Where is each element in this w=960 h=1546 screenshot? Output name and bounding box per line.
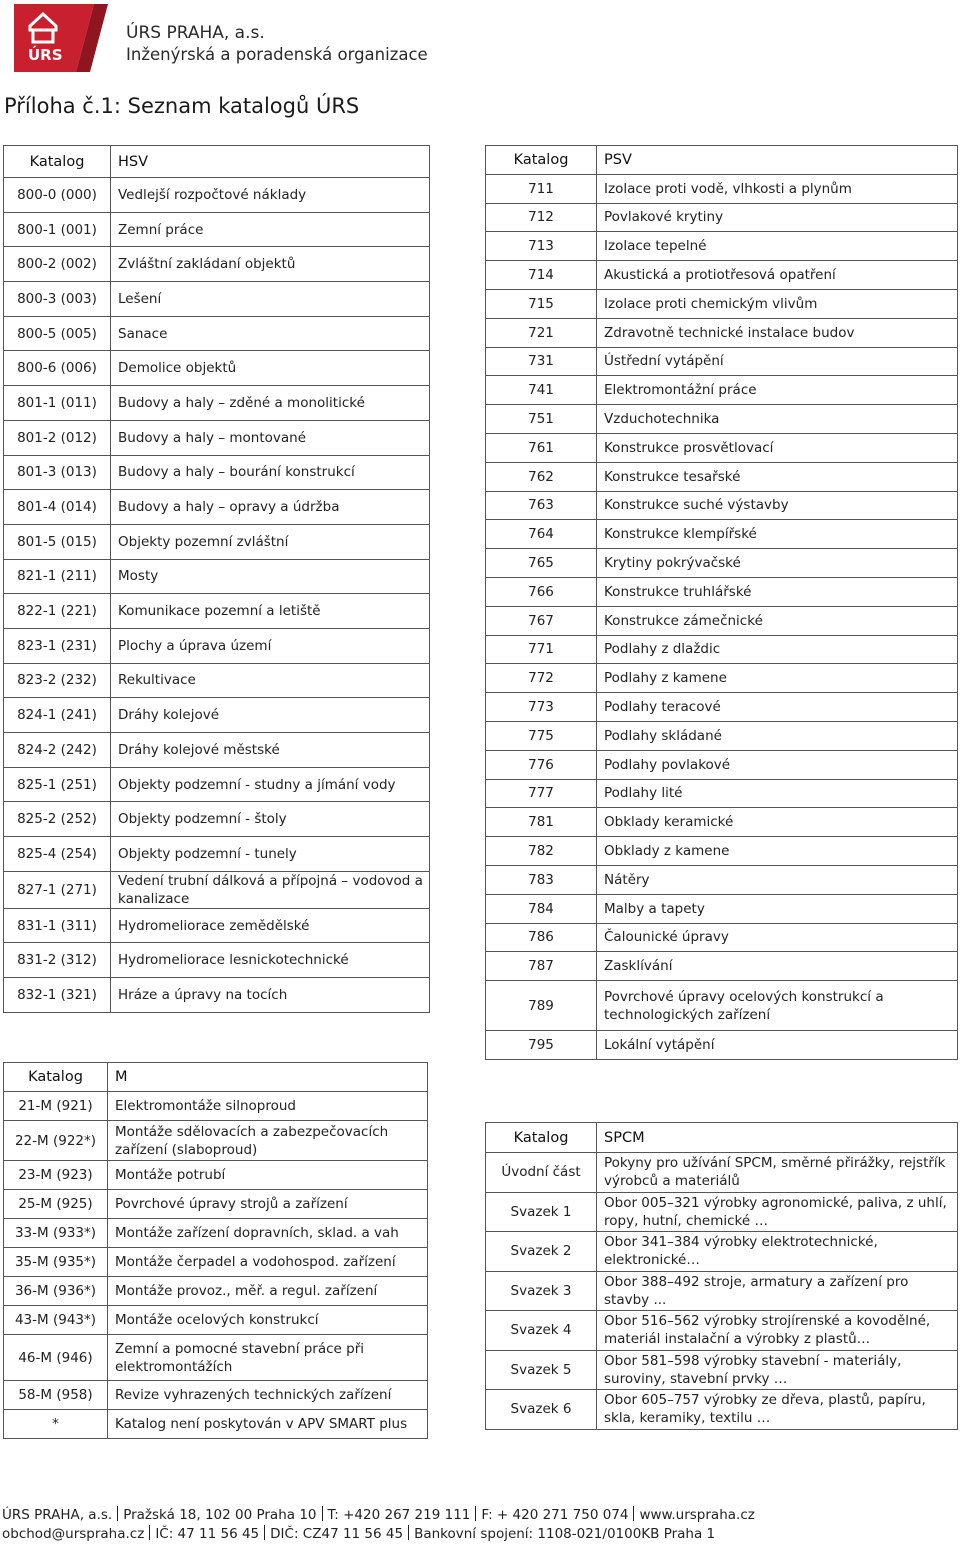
table-row — [486, 894, 958, 923]
catalog-name: Podlahy povlakové — [597, 750, 958, 779]
catalog-code: 761 — [486, 433, 597, 462]
catalog-code: 711 — [486, 174, 597, 203]
catalog-code: 786 — [486, 923, 597, 952]
catalog-name: Obor 581–598 výrobky stavební - materiály, suroviny, stavební prvky … — [597, 1350, 958, 1390]
table-row — [4, 386, 430, 421]
catalog-name: Zemní a pomocné stavební práce při elektromontážích — [108, 1335, 428, 1381]
table-row — [486, 1390, 958, 1430]
catalog-code: 721 — [486, 318, 597, 347]
footer-separator — [633, 1506, 634, 1521]
catalog-name: Konstrukce suché výstavby — [597, 491, 958, 520]
catalog-name: Obklady keramické — [597, 808, 958, 837]
catalog-code: Svazek 1 — [486, 1192, 597, 1232]
catalog-code: 43-M (943*) — [4, 1306, 108, 1335]
catalog-code: 795 — [486, 1031, 597, 1060]
table-row — [486, 1311, 958, 1351]
footer-item: DIČ: CZ47 11 56 45 — [270, 1526, 404, 1542]
table-row — [4, 1410, 428, 1439]
catalog-name: Dráhy kolejové městské — [111, 733, 430, 768]
catalog-code: 21-M (921) — [4, 1092, 108, 1121]
table-row — [486, 1350, 958, 1390]
catalog-name: Zemní práce — [111, 212, 430, 247]
table-row — [4, 1306, 428, 1335]
catalog-name: Konstrukce zámečnické — [597, 606, 958, 635]
table-row — [4, 767, 430, 802]
table-row — [4, 1248, 428, 1277]
psv-table — [485, 145, 958, 1060]
logo-text: ÚRS — [28, 46, 63, 64]
catalog-name: Obor 005–321 výrobky agronomické, paliva, z uhlí, ropy, hutní, chemické … — [597, 1192, 958, 1232]
catalog-name: Budovy a haly – zděné a monolitické — [111, 386, 430, 421]
catalog-name: Elektromontáže silnoproud — [108, 1092, 428, 1121]
catalog-name: Zvláštní zakládaní objektů — [111, 247, 430, 282]
catalog-code: 789 — [486, 981, 597, 1031]
table-row — [486, 981, 958, 1031]
footer-item: Bankovní spojení: 1108-021/0100KB Praha 1 — [414, 1526, 716, 1542]
catalog-code: 25-M (925) — [4, 1190, 108, 1219]
catalog-name: Obklady z kamene — [597, 837, 958, 866]
table-row — [486, 664, 958, 693]
catalog-code: 781 — [486, 808, 597, 837]
catalog-code: Svazek 2 — [486, 1232, 597, 1272]
catalog-code: 783 — [486, 865, 597, 894]
table-row — [4, 524, 430, 559]
catalog-code: 713 — [486, 232, 597, 261]
table-row — [4, 559, 430, 594]
column-header-name: PSV — [597, 146, 958, 175]
catalog-code: 764 — [486, 520, 597, 549]
table-row — [486, 1031, 958, 1060]
table-row — [486, 261, 958, 290]
catalog-name: Montáže zařízení dopravních, sklad. a vah — [108, 1219, 428, 1248]
table-row — [486, 232, 958, 261]
footer-separator — [322, 1506, 323, 1521]
footer-separator — [149, 1525, 150, 1540]
catalog-name: Povrchové úpravy strojů a zařízení — [108, 1190, 428, 1219]
column-header-catalog: Katalog — [486, 1123, 597, 1153]
table-row — [4, 1335, 428, 1381]
catalog-name: Krytiny pokrývačské — [597, 549, 958, 578]
catalog-name: Obor 605–757 výrobky ze dřeva, plastů, papíru, skla, keramiky, textilu … — [597, 1390, 958, 1430]
catalog-code: 741 — [486, 376, 597, 405]
table-row — [486, 203, 958, 232]
catalog-code: 831-1 (311) — [4, 908, 111, 943]
column-header-name: M — [108, 1063, 428, 1092]
table-row — [486, 462, 958, 491]
catalog-code: 714 — [486, 261, 597, 290]
footer-separator — [117, 1506, 118, 1521]
page-header — [0, 0, 960, 80]
catalog-code: 832-1 (321) — [4, 978, 111, 1013]
table-row — [486, 1153, 958, 1193]
table-row — [4, 733, 430, 768]
spcm-table — [485, 1122, 958, 1430]
company-subtitle: Inženýrská a poradenská organizace — [126, 45, 428, 64]
table-row — [486, 750, 958, 779]
catalog-name: Objekty podzemní - štoly — [111, 802, 430, 837]
spcm-header-row — [486, 1123, 958, 1153]
catalog-code: 773 — [486, 693, 597, 722]
catalog-code: 801-2 (012) — [4, 420, 111, 455]
table-row — [4, 1381, 428, 1410]
catalog-code: 801-1 (011) — [4, 386, 111, 421]
table-row — [4, 698, 430, 733]
catalog-name: Sanace — [111, 316, 430, 351]
catalog-code: 824-2 (242) — [4, 733, 111, 768]
catalog-code: Svazek 5 — [486, 1350, 597, 1390]
company-block — [126, 22, 428, 66]
catalog-code: 763 — [486, 491, 597, 520]
catalog-code: Svazek 6 — [486, 1390, 597, 1430]
table-row — [4, 351, 430, 386]
catalog-code: 823-1 (231) — [4, 628, 111, 663]
catalog-name: Montáže ocelových konstrukcí — [108, 1306, 428, 1335]
catalog-name: Plochy a úprava území — [111, 628, 430, 663]
catalog-name: Objekty podzemní - tunely — [111, 837, 430, 872]
table-row — [4, 1277, 428, 1306]
table-row — [4, 178, 430, 213]
catalog-code: 800-5 (005) — [4, 316, 111, 351]
catalog-code: 777 — [486, 779, 597, 808]
catalog-code: 801-4 (014) — [4, 490, 111, 525]
catalog-name: Mosty — [111, 559, 430, 594]
catalog-name: Podlahy lité — [597, 779, 958, 808]
catalog-code: 801-3 (013) — [4, 455, 111, 490]
catalog-name: Obor 341–384 výrobky elektrotechnické, elektronické… — [597, 1232, 958, 1272]
table-row — [486, 347, 958, 376]
catalog-code: 800-2 (002) — [4, 247, 111, 282]
catalog-code: 800-0 (000) — [4, 178, 111, 213]
catalog-name: Izolace proti vodě, vlhkosti a plynům — [597, 174, 958, 203]
catalog-code: 823-2 (232) — [4, 663, 111, 698]
catalog-code: 23-M (923) — [4, 1161, 108, 1190]
catalog-name: Pokyny pro užívání SPCM, směrné přirážky, rejstřík výrobců a materiálů — [597, 1153, 958, 1193]
catalog-code: 776 — [486, 750, 597, 779]
catalog-name: Vedení trubní dálková a přípojná – vodovod a kanalizace — [111, 871, 430, 908]
catalog-name: Dráhy kolejové — [111, 698, 430, 733]
table-row — [486, 289, 958, 318]
table-row — [4, 628, 430, 663]
table-row — [486, 577, 958, 606]
footer-item: F: + 420 271 750 074 — [481, 1507, 629, 1523]
catalog-name: Montáže sdělovacích a zabezpečovacích zařízení (slaboproud) — [108, 1121, 428, 1161]
table-row — [486, 1192, 958, 1232]
catalog-name: Zdravotně technické instalace budov — [597, 318, 958, 347]
table-row — [4, 837, 430, 872]
catalog-name: Vedlejší rozpočtové náklady — [111, 178, 430, 213]
catalog-name: Lokální vytápění — [597, 1031, 958, 1060]
footer-item: ÚRS PRAHA, a.s. — [2, 1507, 113, 1523]
catalog-code: 775 — [486, 721, 597, 750]
catalog-code: 821-1 (211) — [4, 559, 111, 594]
column-header-catalog: Katalog — [486, 146, 597, 175]
catalog-code: 58-M (958) — [4, 1381, 108, 1410]
catalog-name: Podlahy z dlaždic — [597, 635, 958, 664]
catalog-code: 782 — [486, 837, 597, 866]
catalog-name: Elektromontážní práce — [597, 376, 958, 405]
table-row — [4, 247, 430, 282]
catalog-code: 35-M (935*) — [4, 1248, 108, 1277]
catalog-name: Hydromeliorace zemědělské — [111, 908, 430, 943]
footer-line-2 — [2, 1525, 960, 1544]
table-row — [486, 952, 958, 981]
catalog-name: Rekultivace — [111, 663, 430, 698]
table-row — [4, 1121, 428, 1161]
catalog-code: 765 — [486, 549, 597, 578]
table-row — [4, 978, 430, 1013]
table-row — [4, 282, 430, 317]
catalog-code: 731 — [486, 347, 597, 376]
catalog-code: 787 — [486, 952, 597, 981]
catalog-name: Obor 516–562 výrobky strojírenské a kovodělné, materiál instalační a výrobky z plastů… — [597, 1311, 958, 1351]
catalog-code: 771 — [486, 635, 597, 664]
catalog-code: 801-5 (015) — [4, 524, 111, 559]
catalog-code: 33-M (933*) — [4, 1219, 108, 1248]
table-row — [486, 923, 958, 952]
catalog-name: Budovy a haly – bourání konstrukcí — [111, 455, 430, 490]
catalog-code: 36-M (936*) — [4, 1277, 108, 1306]
hsv-table — [3, 145, 430, 1013]
table-row — [486, 433, 958, 462]
table-row — [4, 212, 430, 247]
catalog-code: 822-1 (221) — [4, 594, 111, 629]
table-row — [4, 594, 430, 629]
psv-header-row — [486, 146, 958, 175]
catalog-code: 46-M (946) — [4, 1335, 108, 1381]
table-row — [486, 318, 958, 347]
catalog-code: Svazek 4 — [486, 1311, 597, 1351]
urs-logo-icon — [14, 4, 108, 72]
catalog-code: 762 — [486, 462, 597, 491]
catalog-name: Budovy a haly – opravy a údržba — [111, 490, 430, 525]
footer-item: Pražská 18, 102 00 Praha 10 — [123, 1507, 317, 1523]
catalog-name: Malby a tapety — [597, 894, 958, 923]
catalog-name: Montáže čerpadel a vodohospod. zařízení — [108, 1248, 428, 1277]
catalog-name: Izolace tepelné — [597, 232, 958, 261]
catalog-code: 22-M (922*) — [4, 1121, 108, 1161]
table-row — [486, 376, 958, 405]
catalog-code: 800-1 (001) — [4, 212, 111, 247]
catalog-code: 831-2 (312) — [4, 943, 111, 978]
footer-line-1 — [2, 1506, 960, 1525]
table-row — [486, 491, 958, 520]
page-footer — [0, 1506, 960, 1544]
table-row — [4, 1161, 428, 1190]
catalog-name: Komunikace pozemní a letiště — [111, 594, 430, 629]
hsv-header-row — [4, 146, 430, 178]
catalog-name: Konstrukce tesařské — [597, 462, 958, 491]
footer-separator — [475, 1506, 476, 1521]
catalog-name: Katalog není poskytován v APV SMART plus — [108, 1410, 428, 1439]
table-row — [4, 1219, 428, 1248]
table-row — [4, 871, 430, 908]
catalog-code: 715 — [486, 289, 597, 318]
catalog-code: 827-1 (271) — [4, 871, 111, 908]
catalog-name: Povlakové krytiny — [597, 203, 958, 232]
catalog-name: Konstrukce truhlářské — [597, 577, 958, 606]
catalog-name: Objekty podzemní - studny a jímání vody — [111, 767, 430, 802]
catalog-name: Hydromeliorace lesnickotechnické — [111, 943, 430, 978]
catalog-code: 825-2 (252) — [4, 802, 111, 837]
catalog-name: Konstrukce klempířské — [597, 520, 958, 549]
catalog-code: 784 — [486, 894, 597, 923]
catalog-code: * — [4, 1410, 108, 1439]
catalog-code: 800-3 (003) — [4, 282, 111, 317]
catalog-code: 800-6 (006) — [4, 351, 111, 386]
catalog-code: 824-1 (241) — [4, 698, 111, 733]
catalog-name: Nátěry — [597, 865, 958, 894]
table-row — [4, 455, 430, 490]
table-row — [486, 549, 958, 578]
catalog-code: 712 — [486, 203, 597, 232]
table-row — [4, 908, 430, 943]
table-row — [4, 943, 430, 978]
catalog-name: Budovy a haly – montované — [111, 420, 430, 455]
catalog-name: Objekty pozemní zvláštní — [111, 524, 430, 559]
catalog-name: Akustická a protiotřesová opatření — [597, 261, 958, 290]
table-row — [4, 316, 430, 351]
m-header-row — [4, 1063, 428, 1092]
catalog-code: 772 — [486, 664, 597, 693]
catalog-name: Povrchové úpravy ocelových konstrukcí a technologických zařízení — [597, 981, 958, 1031]
table-row — [486, 865, 958, 894]
table-row — [4, 420, 430, 455]
catalog-name: Vzduchotechnika — [597, 405, 958, 434]
catalog-name: Montáže provoz., měř. a regul. zařízení — [108, 1277, 428, 1306]
catalog-code: 766 — [486, 577, 597, 606]
table-row — [486, 808, 958, 837]
catalog-code: Úvodní část — [486, 1153, 597, 1193]
table-row — [486, 1271, 958, 1311]
catalog-name: Montáže potrubí — [108, 1161, 428, 1190]
table-row — [4, 802, 430, 837]
column-header-catalog: Katalog — [4, 1063, 108, 1092]
catalog-name: Zasklívání — [597, 952, 958, 981]
footer-separator — [264, 1525, 265, 1540]
column-header-name: HSV — [111, 146, 430, 178]
catalog-name: Izolace proti chemickým vlivům — [597, 289, 958, 318]
m-table — [3, 1062, 428, 1439]
catalog-name: Ústřední vytápění — [597, 347, 958, 376]
catalog-name: Lešení — [111, 282, 430, 317]
catalog-code: 825-1 (251) — [4, 767, 111, 802]
table-row — [4, 490, 430, 525]
table-row — [486, 1232, 958, 1272]
table-row — [486, 635, 958, 664]
catalog-name: Podlahy z kamene — [597, 664, 958, 693]
table-row — [486, 606, 958, 635]
catalog-name: Podlahy teracové — [597, 693, 958, 722]
catalog-code: 751 — [486, 405, 597, 434]
company-name: ÚRS PRAHA, a.s. — [126, 23, 265, 43]
page-title: Příloha č.1: Seznam katalogů ÚRS — [4, 94, 360, 118]
table-row — [486, 405, 958, 434]
footer-separator — [408, 1525, 409, 1540]
table-row — [486, 520, 958, 549]
table-row — [4, 663, 430, 698]
catalog-name: Revize vyhrazených technických zařízení — [108, 1381, 428, 1410]
catalog-code: 825-4 (254) — [4, 837, 111, 872]
catalog-name: Podlahy skládané — [597, 721, 958, 750]
table-row — [4, 1190, 428, 1219]
catalog-code: 767 — [486, 606, 597, 635]
table-row — [4, 1092, 428, 1121]
catalog-code: Svazek 3 — [486, 1271, 597, 1311]
footer-item: IČ: 47 11 56 45 — [155, 1526, 260, 1542]
footer-item: T: +420 267 219 111 — [327, 1507, 471, 1523]
catalog-name: Čalounické úpravy — [597, 923, 958, 952]
catalog-name: Demolice objektů — [111, 351, 430, 386]
table-row — [486, 779, 958, 808]
column-header-name: SPCM — [597, 1123, 958, 1153]
table-row — [486, 174, 958, 203]
table-row — [486, 721, 958, 750]
catalog-name: Hráze a úpravy na tocích — [111, 978, 430, 1013]
table-row — [486, 837, 958, 866]
footer-item: obchod@urspraha.cz — [2, 1526, 145, 1542]
column-header-catalog: Katalog — [4, 146, 111, 178]
catalog-name: Obor 388–492 stroje, armatury a zařízení pro stavby ... — [597, 1271, 958, 1311]
footer-item: www.urspraha.cz — [639, 1507, 755, 1523]
table-row — [486, 693, 958, 722]
catalog-name: Konstrukce prosvětlovací — [597, 433, 958, 462]
